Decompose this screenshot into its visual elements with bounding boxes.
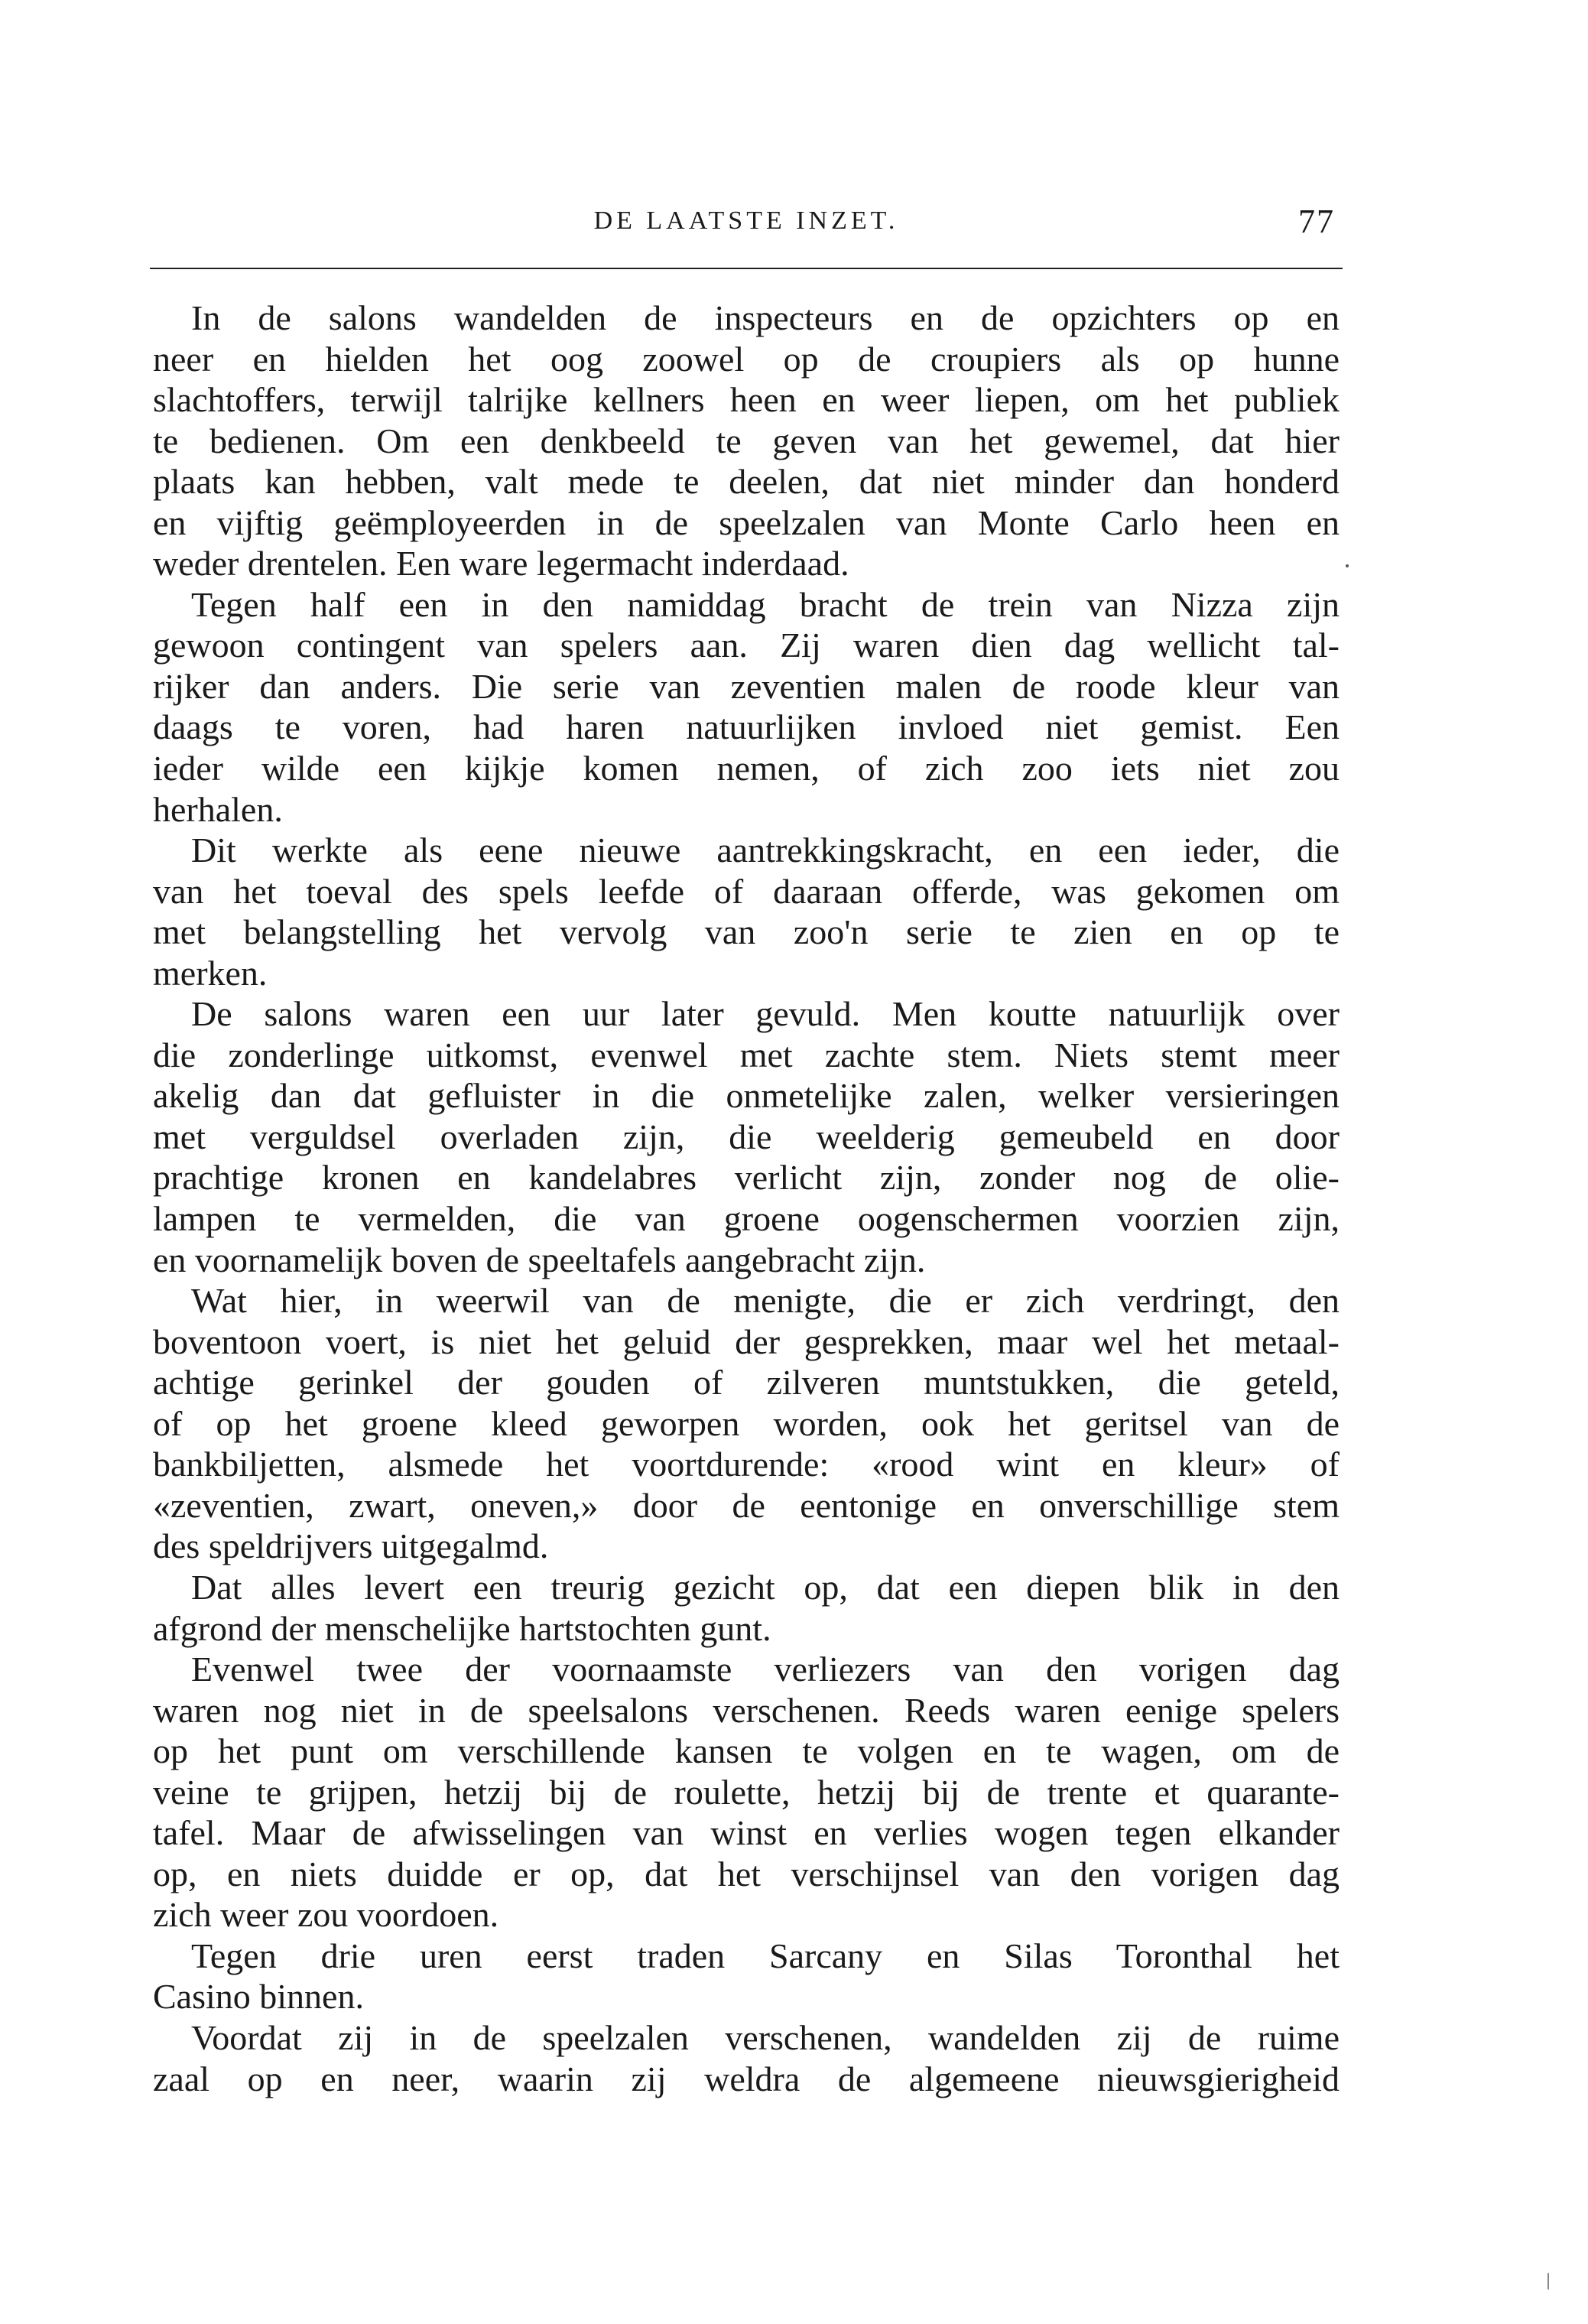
text-line: weder drentelen. Een ware legermacht inderdaad.	[153, 544, 849, 583]
paragraph	[153, 584, 1340, 830]
paragraph	[153, 297, 1340, 584]
paragraph	[153, 2017, 1340, 2099]
text-line: neer en hielden het oog zoowel op de croupiers als op hunne	[153, 339, 1340, 379]
text-line: achtige gerinkel der gouden of zilveren muntstukken, die geteld,	[153, 1363, 1340, 1403]
text-line: Evenwel twee der voornaamste verliezers van den vorigen dag	[191, 1650, 1340, 1689]
text-line: des speldrijvers uitgegalmd.	[153, 1526, 549, 1566]
text-line: merken.	[153, 953, 268, 993]
text-line: slachtoffers, terwijl talrijke kellners heen en weer liepen, om het publiek	[153, 380, 1340, 420]
text-line: Wat hier, in weerwil van de menigte, die er zich verdringt, den	[191, 1281, 1340, 1321]
text-line: met verguldsel overladen zijn, die weelderig gemeubeld en door	[153, 1116, 1340, 1156]
text-line: of op het groene kleed geworpen worden, ook het geritsel van de	[153, 1403, 1340, 1443]
text-line: tafel. Maar de afwisselingen van winst en verlies wogen tegen elkander	[153, 1813, 1340, 1853]
text-line: Dit werkte als eene nieuwe aantrekkingskracht, en een ieder, die	[191, 830, 1340, 870]
paragraph	[153, 993, 1340, 1280]
text-line: op, en niets duidde er op, dat het verschijnsel van den vorigen dag	[153, 1854, 1340, 1893]
text-line: die zonderlinge uitkomst, evenwel met zachte stem. Niets stemt meer	[153, 1035, 1340, 1074]
body-text	[153, 297, 1340, 2099]
text-line: te bedienen. Om een denkbeeld te geven van het gewemel, dat hier	[153, 421, 1340, 460]
text-line: bankbiljetten, alsmede het voortdurende: «rood wint en kleur» of	[153, 1445, 1340, 1484]
text-line: Dat alles levert een treurig gezicht op, dat een diepen blik in den	[191, 1567, 1340, 1607]
text-line: rijker dan anders. Die serie van zeventien malen de roode kleur van	[153, 666, 1340, 706]
running-head	[150, 200, 1343, 254]
text-line: lampen te vermelden, die van groene oogenschermen voorzien zijn,	[153, 1199, 1340, 1239]
text-line: akelig dan dat gefluister in die onmetelijke zalen, welker versieringen	[153, 1076, 1340, 1116]
text-line: herhalen.	[153, 789, 283, 829]
text-line: afgrond der menschelijke hartstochten gunt.	[153, 1608, 771, 1648]
text-line: waren nog niet in de speelsalons verschenen. Reeds waren eenige spelers	[153, 1690, 1340, 1730]
text-line: van het toeval des spels leefde of daaraan offerde, was gekomen om	[153, 871, 1340, 911]
text-line: Casino binnen.	[153, 1977, 364, 2017]
text-line: prachtige kronen en kandelabres verlicht zijn, zonder nog de olie-	[153, 1158, 1340, 1198]
text-line: zaal op en neer, waarin zij weldra de algemeene nieuwsgierigheid	[153, 2059, 1340, 2098]
header-rule	[150, 268, 1343, 269]
page-number: 77	[1298, 203, 1335, 240]
print-speck	[1346, 564, 1349, 567]
paragraph	[153, 1649, 1340, 1936]
text-line: boventoon voert, is niet het geluid der gesprekken, maar wel het metaal-	[153, 1321, 1340, 1361]
text-line: op het punt om verschillende kansen te volgen en te wagen, om de	[153, 1731, 1340, 1771]
text-line: met belangstelling het vervolg van zoo'n serie te zien en op te	[153, 912, 1340, 952]
running-title: DE LAATSTE INZET.	[593, 206, 899, 235]
text-line: en vijftig geëmployeerden in de speelzalen van Monte Carlo heen en	[153, 502, 1340, 542]
text-line: en voornamelijk boven de speeltafels aangebracht zijn.	[153, 1240, 926, 1279]
text-line: «zeventien, zwart, oneven,» door de eentonige en onverschillige stem	[153, 1485, 1340, 1525]
paragraph	[153, 1936, 1340, 2017]
text-line: plaats kan hebben, valt mede te deelen, dat niet minder dan honderd	[153, 462, 1340, 502]
text-line: ieder wilde een kijkje komen nemen, of zich zoo iets niet zou	[153, 749, 1340, 788]
paragraph	[153, 830, 1340, 993]
text-line: gewoon contingent van spelers aan. Zij waren dien dag wellicht tal-	[153, 626, 1340, 665]
text-line: veine te grijpen, hetzij bij de roulette, hetzij bij de trente et quarante-	[153, 1772, 1340, 1812]
text-line: Tegen drie uren eerst traden Sarcany en Silas Toronthal het	[191, 1936, 1340, 1975]
print-speck	[1547, 2273, 1549, 2290]
text-line: daags te voren, had haren natuurlijken invloed niet gemist. Een	[153, 707, 1340, 747]
text-line: zich weer zou voordoen.	[153, 1895, 499, 1935]
text-line: In de salons wandelden de inspecteurs en de opzichters op en	[191, 298, 1340, 337]
paragraph	[153, 1280, 1340, 1567]
paragraph	[153, 1567, 1340, 1649]
text-line: De salons waren een uur later gevuld. Men koutte natuurlijk over	[191, 994, 1340, 1034]
text-line: Tegen half een in den namiddag bracht de trein van Nizza zijn	[191, 584, 1340, 624]
text-line: Voordat zij in de speelzalen verschenen, wandelden zij de ruime	[191, 2017, 1340, 2057]
